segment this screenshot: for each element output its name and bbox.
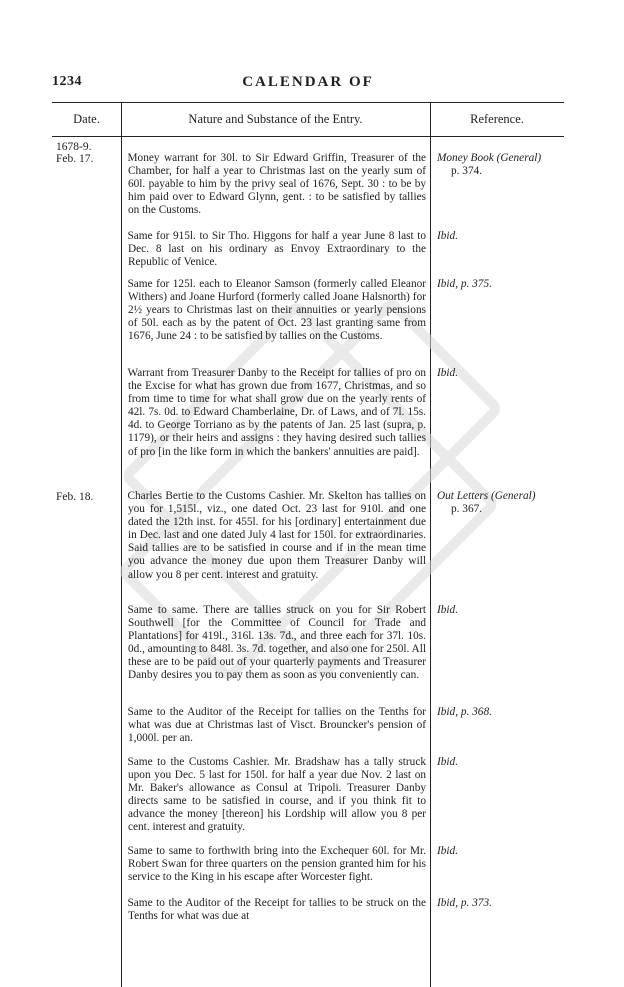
entry-date-5: Feb. 18. <box>56 491 94 503</box>
entry-text-3 <box>128 278 426 343</box>
entry-reference-1 <box>437 152 564 178</box>
entry-reference-4 <box>437 367 564 380</box>
entry-paragraph: Money warrant for 30l. to Sir Edward Griffin, Treasurer of the Chamber, for half a year to Christmas last on the yearly sum of 60l. payable to him by the privy seal of 1676, Sept. 30 : to be by him paid over to Edward Glynn, gent. : to be satisfied by tallies on the Customs. <box>127 152 426 217</box>
entry-text-7 <box>128 706 426 745</box>
entry-paragraph: Same to the Customs Cashier. Mr. Bradshaw has a tally struck upon you Dec. 5 last for 150l. for half a year due Nov. 2 last on Mr. Baker's allowance as Consul at Tripoli. Treasurer Danby directs same to be satisfied in course, and if you think fit to advance the money [thereon] his Lordship will allow you 8 per cent. interest and gratuity. <box>127 756 426 834</box>
reference-source: Out Letters (General) <box>437 490 536 502</box>
entry-text-6 <box>128 604 426 683</box>
entry-reference-2 <box>437 230 564 243</box>
table-top-rule <box>52 102 564 103</box>
reference-page: p. 367. <box>451 503 483 516</box>
entry-date-1: Feb. 17. <box>56 153 94 165</box>
column-header-reference: Reference. <box>470 112 524 126</box>
entry-paragraph: Same to same to forthwith bring into the Exchequer 60l. for Mr. Robert Swan for three quarters on the pension granted him for his service to the King in his escape after Worcester fight. <box>127 845 426 884</box>
page-number: 1234 <box>52 74 82 89</box>
column-divider-reference <box>430 102 431 987</box>
entry-text-2 <box>128 230 426 269</box>
year-label: 1678-9. <box>56 141 92 153</box>
reference-source: Ibid, p. 368. <box>437 706 492 718</box>
reference-source: Ibid. <box>437 230 459 242</box>
column-header-date: Date. <box>73 112 100 126</box>
entry-reference-7 <box>437 706 564 719</box>
reference-source: Ibid, p. 373. <box>437 897 492 909</box>
entry-reference-5 <box>437 490 564 516</box>
entry-text-4 <box>128 367 426 459</box>
entry-text-10 <box>128 897 426 923</box>
reference-source: Ibid. <box>437 604 459 616</box>
reference-page: p. 374. <box>451 165 483 178</box>
entry-reference-6 <box>437 604 564 617</box>
entry-reference-8 <box>437 756 564 769</box>
reference-source: Ibid. <box>437 845 459 857</box>
running-title: CALENDAR OF <box>242 74 374 90</box>
entry-text-8 <box>128 756 426 835</box>
entry-reference-10 <box>437 897 564 910</box>
entry-reference-9 <box>437 845 564 858</box>
reference-source: Ibid. <box>437 756 459 768</box>
entry-paragraph: Same for 125l. each to Eleanor Samson (formerly called Eleanor Withers) and Joane Hurford (formerly called Joane Halsnorth) for 2½ years to Christmas last on their annuities or yearly pensions of 50l. each as by the patent of Oct. 23 last granting same from 1676, June 24 : to be satisfied by tallies on the Customs. <box>127 278 426 343</box>
reference-source: Ibid. <box>437 367 459 379</box>
entry-text-1 <box>128 152 426 217</box>
entry-reference-3 <box>437 278 564 291</box>
entry-paragraph: Warrant from Treasurer Danby to the Receipt for tallies of pro on the Excise for what has grown due from 1677, Christmas, and so from time to time for what shall grow due on the yearly rents of 42l. 7s. 0d. to Edward Chamberlaine, Dr. of Laws, and of 7l. 15s. 4d. to George Torriano as by the patents of Jan. 25 last (supra, p. 1179), or their heirs and assigns : they having desired such tallies of pro [in the like form in which the bankers' annuities are paid]. <box>127 367 426 458</box>
reference-source: Money Book (General) <box>437 152 542 164</box>
column-header-nature: Nature and Substance of the Entry. <box>188 112 363 126</box>
entry-text-9 <box>128 845 426 884</box>
entry-paragraph: Same to the Auditor of the Receipt for tallies on the Tenths for what was due at Christmas last of Visct. Brouncker's pension of 1,000l. per an. <box>127 706 426 745</box>
table-header-rule <box>52 136 564 137</box>
reference-source: Ibid, p. 375. <box>437 278 492 290</box>
entry-paragraph: Same to same. There are tallies struck on you for Sir Robert Southwell [for the Committee of Council for Trade and Plantations] for 419l., 316l. 13s. 7d., and three each for 37l. 10s. 0d., amounting to 848l. 3s. 7d. together, and also one for 250l. All these are to be paid out of your quarterly payments and Treasurer Danby desires you to pay them as soon as you conveniently can. <box>127 604 426 682</box>
entry-paragraph: Same to the Auditor of the Receipt for tallies to be struck on the Tenths for what was due at <box>127 897 426 923</box>
entry-paragraph: Same for 915l. to Sir Tho. Higgons for half a year June 8 last to Dec. 8 last on his ordinary as Envoy Extraordinary to the Republic of Venice. <box>127 230 426 269</box>
entry-text-5 <box>128 490 426 582</box>
column-divider-date <box>121 102 122 987</box>
entry-paragraph: Charles Bertie to the Customs Cashier. Mr. Skelton has tallies on you for 1,515l., viz., one dated Oct. 23 last for 910l. and one dated the 12th inst. for 455l. for his [ordinary] entertainment due in Dec. last and one dated July 4 last for 150l. for extraordinaries. Said tallies are to be satisfied in course and if in the mean time you advance the money due upon them Treasurer Danby will allow you 8 per cent. interest and gratuity. <box>127 490 426 581</box>
page-header <box>52 74 564 96</box>
